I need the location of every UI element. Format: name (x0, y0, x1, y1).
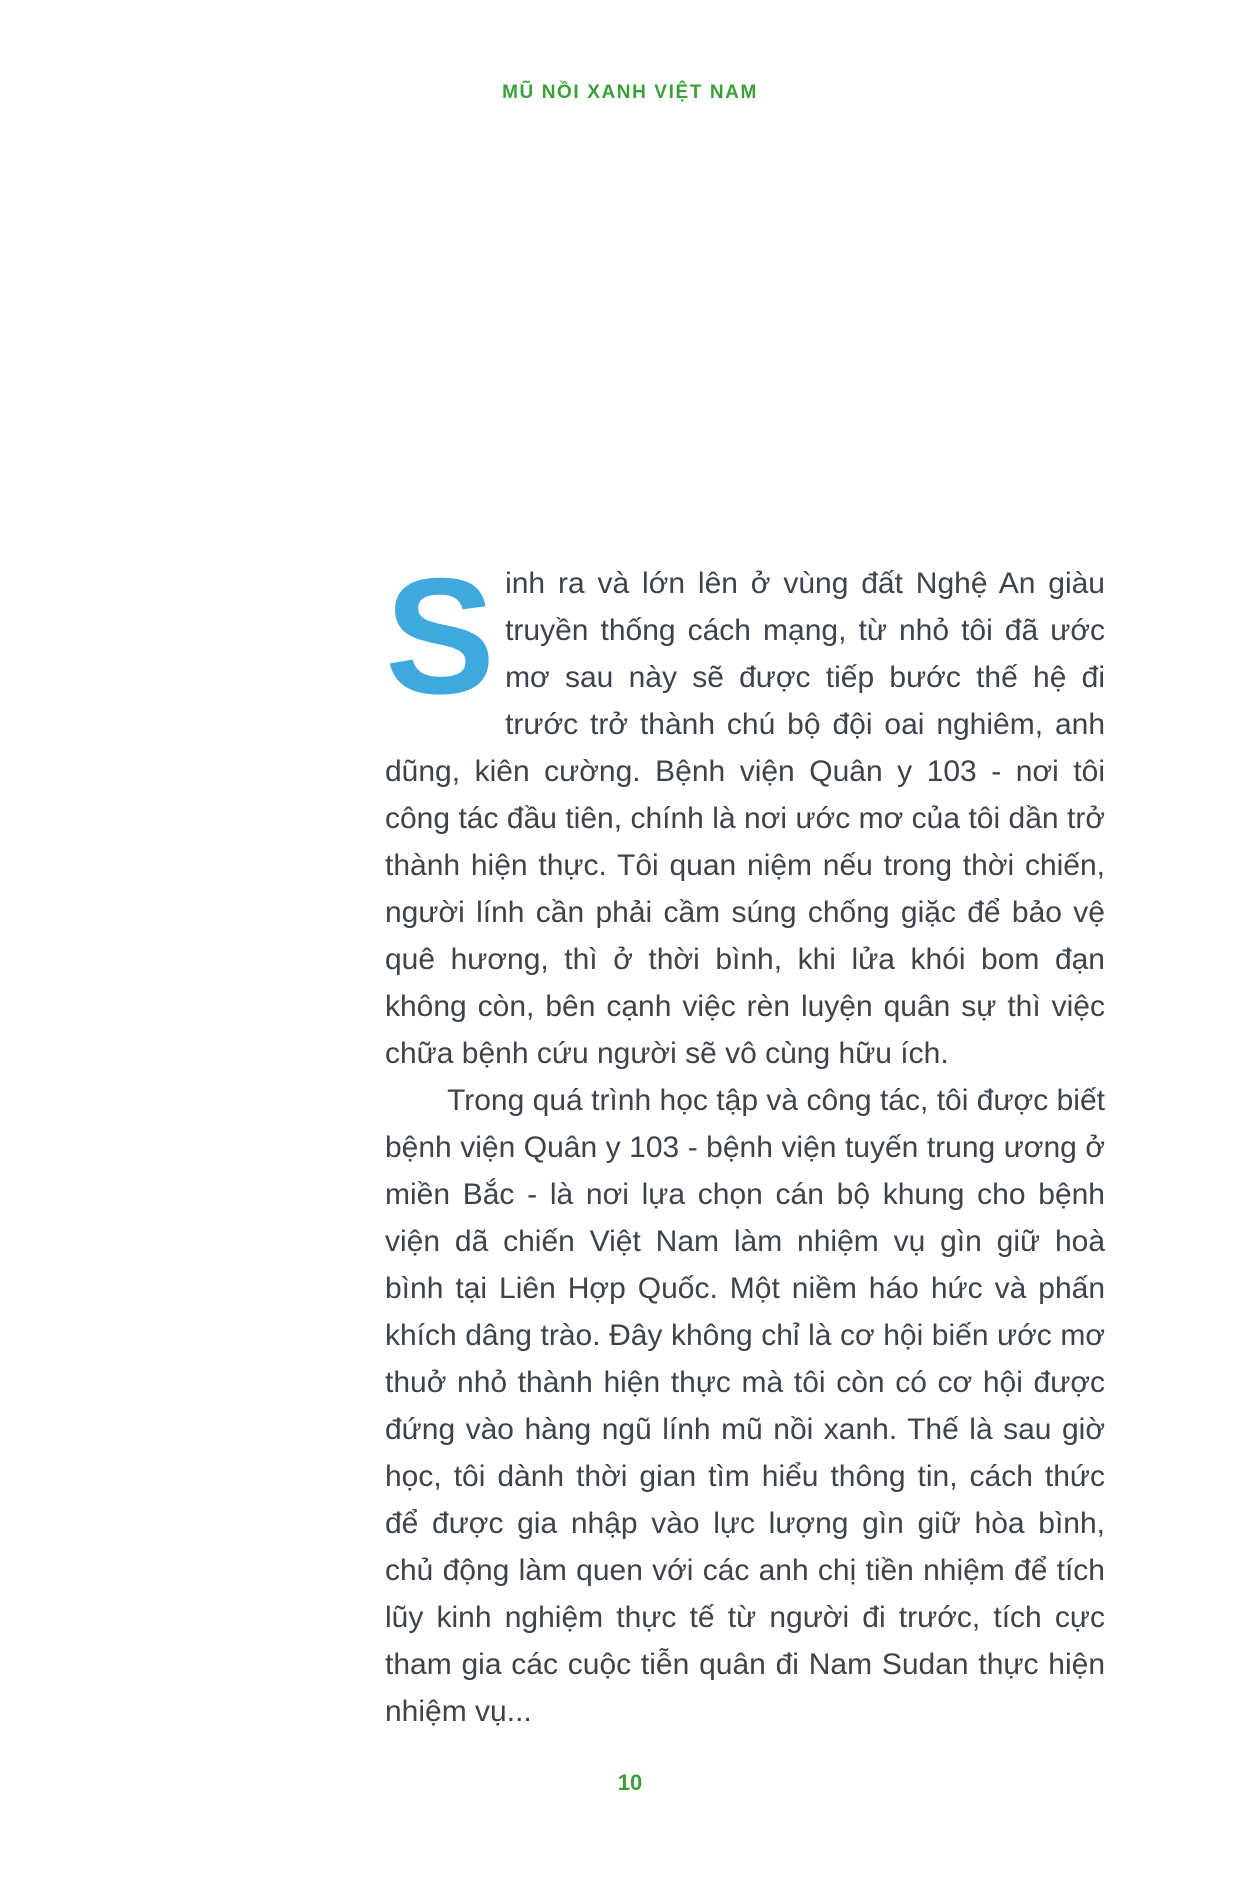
body-text-block (385, 544, 1105, 1735)
page-number: 10 (617, 1770, 643, 1795)
running-head: MŨ NỒI XANH VIỆT NAM (502, 82, 758, 103)
drop-cap: S (385, 544, 496, 728)
paragraph-2: Trong quá trình học tập và công tác, tôi được biết bệnh viện Quân y 103 - bệnh viện tuyến trung ương ở miền Bắc - là nơi lựa chọn cán bộ khung cho bệnh viện dã chiến Việt Nam làm nhiệm vụ gìn giữ hoà bình tại Liên Hợp Quốc. Một niềm háo hức và phấn khích dâng trào. Đây không chỉ là cơ hội biến ước mơ thuở nhỏ thành hiện thực mà tôi còn có cơ hội được đứng vào hàng ngũ lính mũ nồi xanh. Thế là sau giờ học, tôi dành thời gian tìm hiểu thông tin, cách thức để được gia nhập vào lực lượng gìn giữ hòa bình, chủ động làm quen với các anh chị tiền nhiệm để tích lũy kinh nghiệm thực tế từ người đi trước, tích cực tham gia các cuộc tiễn quân đi Nam Sudan thực hiện nhiệm vụ... (385, 1084, 1105, 1728)
paragraph-1 (385, 544, 1105, 1077)
paragraph-1-text: inh ra và lớn lên ở vùng đất Nghệ An giàu truyền thống cách mạng, từ nhỏ tôi đã ước mơ sau này sẽ được tiếp bước thế hệ đi trước trở thành chú bộ đội oai nghiêm, anh dũng, kiên cường. Bệnh viện Quân y 103 - nơi tôi công tác đầu tiên, chính là nơi ước mơ của tôi dần trở thành hiện thực. Tôi quan niệm nếu trong thời chiến, người lính cần phải cầm súng chống giặc để bảo vệ quê hương, thì ở thời bình, khi lửa khói bom đạn không còn, bên cạnh việc rèn luyện quân sự thì việc chữa bệnh cứu người sẽ vô cùng hữu ích. (385, 567, 1105, 1070)
